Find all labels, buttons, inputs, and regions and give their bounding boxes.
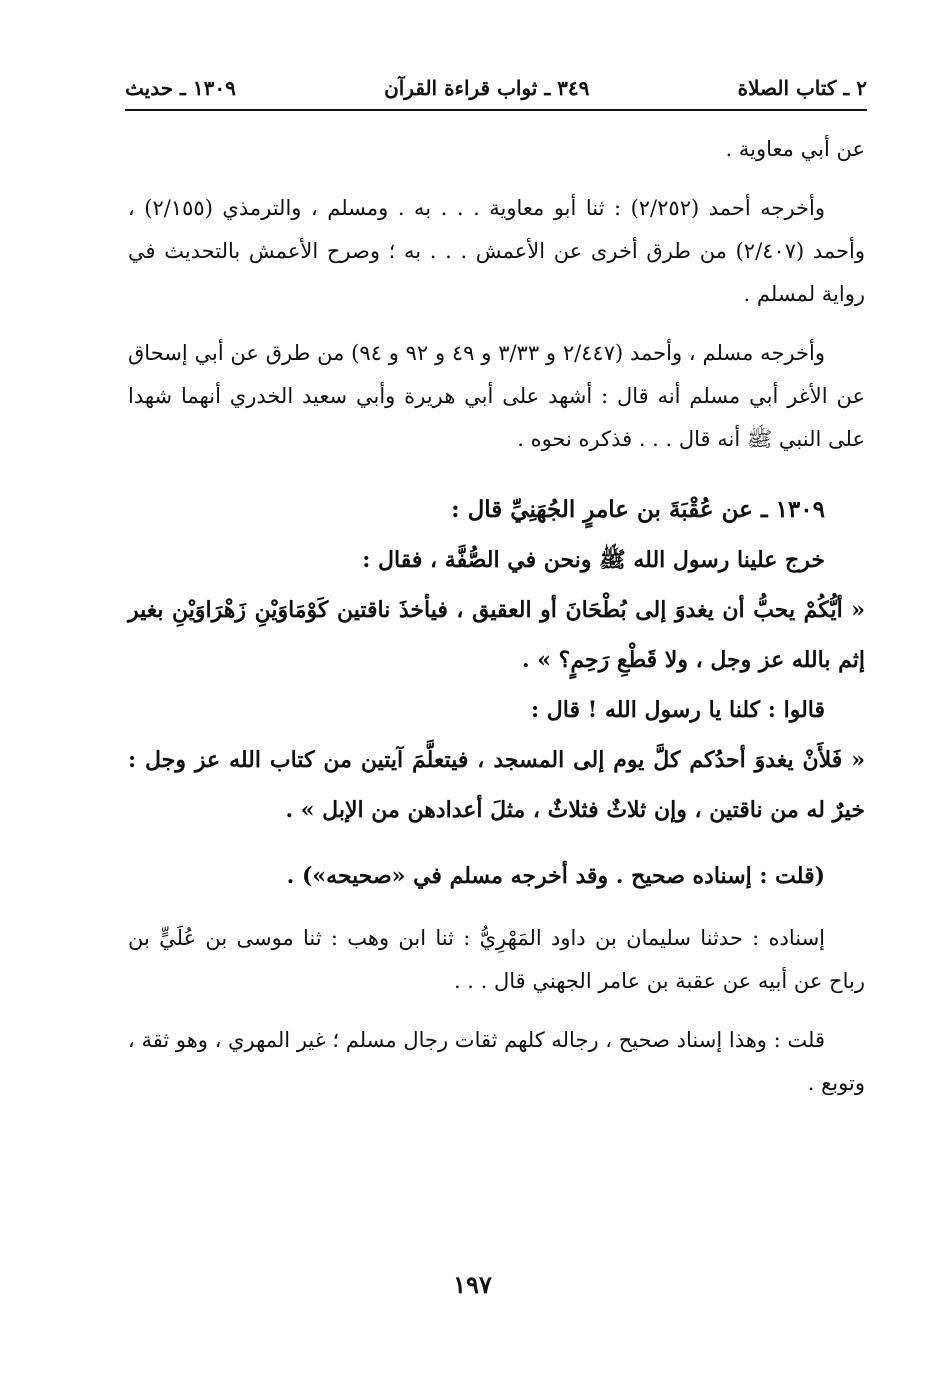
- page-number: ١٩٧: [453, 1270, 492, 1299]
- paragraph-muslim-takhrij: وأخرجه مسلم ، وأحمد (٢/٤٤٧ و ٣/٣٣ و ٤٩ و ٩٢ و ٩٤) من طرق عن أبي إسحاق عن الأغر أبي مسلم أنه قال : أشهد على أبي هريرة وأبي سعيد الخدري أنهما شهدا على النبي ﷺ أنه قال . . . فذكره نحوه .: [128, 341, 865, 451]
- running-header: [125, 70, 867, 106]
- isnad-paragraph: إسناده : حدثنا سليمان بن داود المَهْرِيُّ : ثنا ابن وهب : ثنا موسى بن عُلَيٍّ بن رباح عن أبيه عن عقبة بن عامر الجهني قال . . .: [128, 926, 865, 993]
- hadith-text-quote-1: « أيُّكُمْ يحبُّ أن يغدوَ إلى بُطْحَانَ أو العقيق ، فيأخذَ ناقتين كَوْمَاوَيْنِ زَهْرَاوَيْنِ بغير إثم بالله عز وجل ، ولا قَطْعِ رَحِمٍ؟ » .: [128, 597, 865, 673]
- header-book-title: ٢ ـ كتاب الصلاة: [737, 76, 867, 100]
- paragraph-ahmad-takhrij: وأخرجه أحمد (٢/٢٥٢) : ثنا أبو معاوية . . . به . ومسلم ، والترمذي (٢/١٥٥) ، وأحمد (٢/٤٠٧) من طرق أخرى عن الأعمش . . . به ؛ وصرح الأعمش بالتحديث في رواية لمسلم .: [128, 196, 865, 306]
- header-chapter-title: ٣٤٩ ـ ثواب قراءة القرآن: [384, 76, 590, 100]
- paragraph-continuation: عن أبي معاوية .: [725, 137, 865, 161]
- hadith-text-intro: خرج علينا رسول الله ﷺ ونحن في الصُّفَّة ، فقال :: [362, 547, 825, 573]
- hadith-text-quote-2: « فَلأَنْ يغدوَ أحدُكم كلَّ يوم إلى المسجد ، فيتعلَّمَ آيتين من كتاب الله عز وجل : خيرٌ له من ناقتين ، وإن ثلاثٌ فثلاثٌ ، مثلَ أعدادهن من الإبل » .: [128, 747, 865, 823]
- hadith-heading: ١٣٠٩ ـ عن عُقْبَةَ بن عامرٍ الجُهَنِيِّ قال :: [451, 496, 825, 523]
- commentary-paragraph: قلت : وهذا إسناد صحيح ، رجاله كلهم ثقات رجال مسلم ؛ غير المهري ، وهو ثقة ، وتوبع .: [128, 1028, 865, 1095]
- page-body: [128, 128, 865, 1105]
- header-hadith-number: ١٣٠٩ ـ حديث: [125, 76, 236, 100]
- header-divider: [125, 109, 867, 111]
- grading-note: (قلت : إسناده صحيح . وقد أخرجه مسلم في «صحيحه») .: [286, 863, 825, 889]
- hadith-text-reply: قالوا : كلنا يا رسول الله ! قال :: [530, 697, 825, 723]
